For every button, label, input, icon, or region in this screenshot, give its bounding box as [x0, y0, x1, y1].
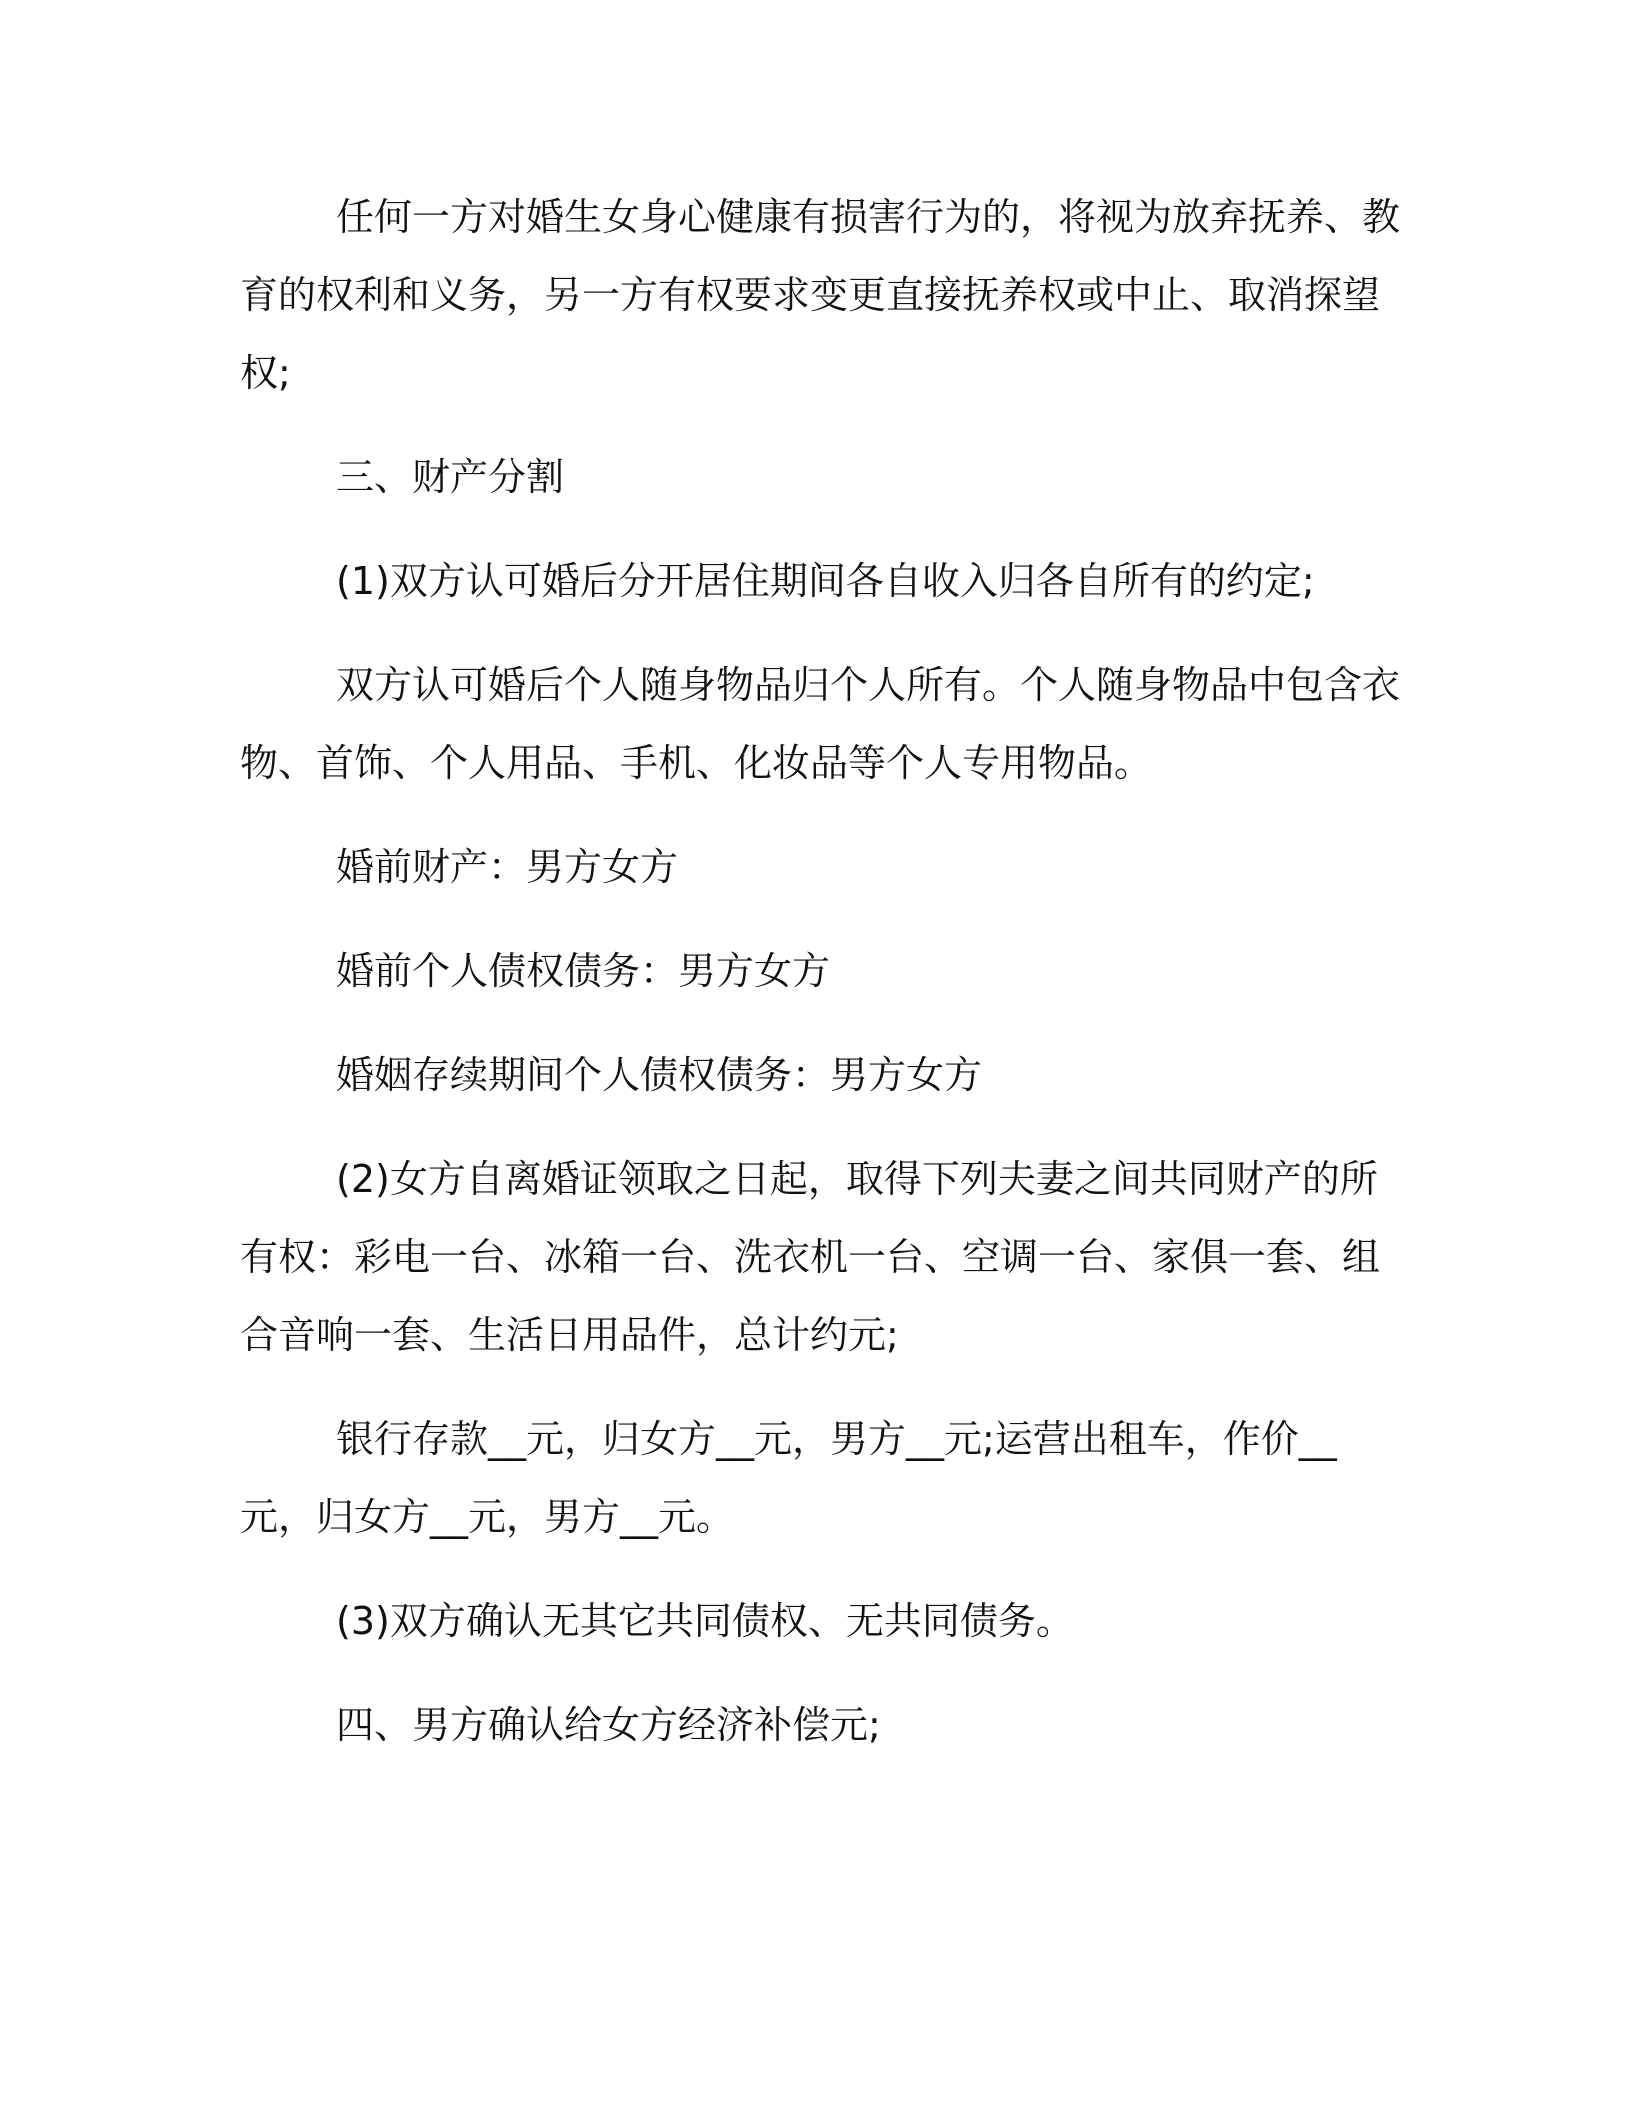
paragraph-premarital-property: 婚前财产：男方女方: [336, 845, 679, 889]
paragraph-premarital-debts: 婚前个人债权债务：男方女方: [336, 949, 831, 993]
paragraph-no-joint-debts: (3)双方确认无其它共同债权、无共同债务。: [336, 1599, 1074, 1643]
paragraph-personal-belongings: 双方认可婚后个人随身物品归个人所有。个人随身物品中包含衣物、首饰、个人用品、手机、化妆品等个人专用物品。: [240, 663, 1401, 785]
paragraph-bank-deposit: 银行存款__元，归女方__元，男方__元;运营出租车，作价__元，归女方__元，男方__元。: [240, 1417, 1337, 1539]
section-heading-property-division: 三、财产分割: [336, 455, 565, 499]
paragraph-separate-income: (1)双方认可婚后分开居住期间各自收入归各自所有的约定;: [336, 559, 1315, 603]
paragraph-marital-debts: 婚姻存续期间个人债权债务：男方女方: [336, 1053, 983, 1097]
section-heading-compensation: 四、男方确认给女方经济补偿元;: [336, 1703, 881, 1747]
paragraph-custody-clause: 任何一方对婚生女身心健康有损害行为的，将视为放弃抚养、教育的权利和义务，另一方有权要求变更直接抚养权或中止、取消探望权;: [240, 195, 1401, 395]
document-body: [240, 178, 1400, 1790]
paragraph-joint-property: (2)女方自离婚证领取之日起，取得下列夫妻之间共同财产的所有权：彩电一台、冰箱一台、洗衣机一台、空调一台、家俱一套、组合音响一套、生活日用品件，总计约元;: [240, 1157, 1381, 1357]
